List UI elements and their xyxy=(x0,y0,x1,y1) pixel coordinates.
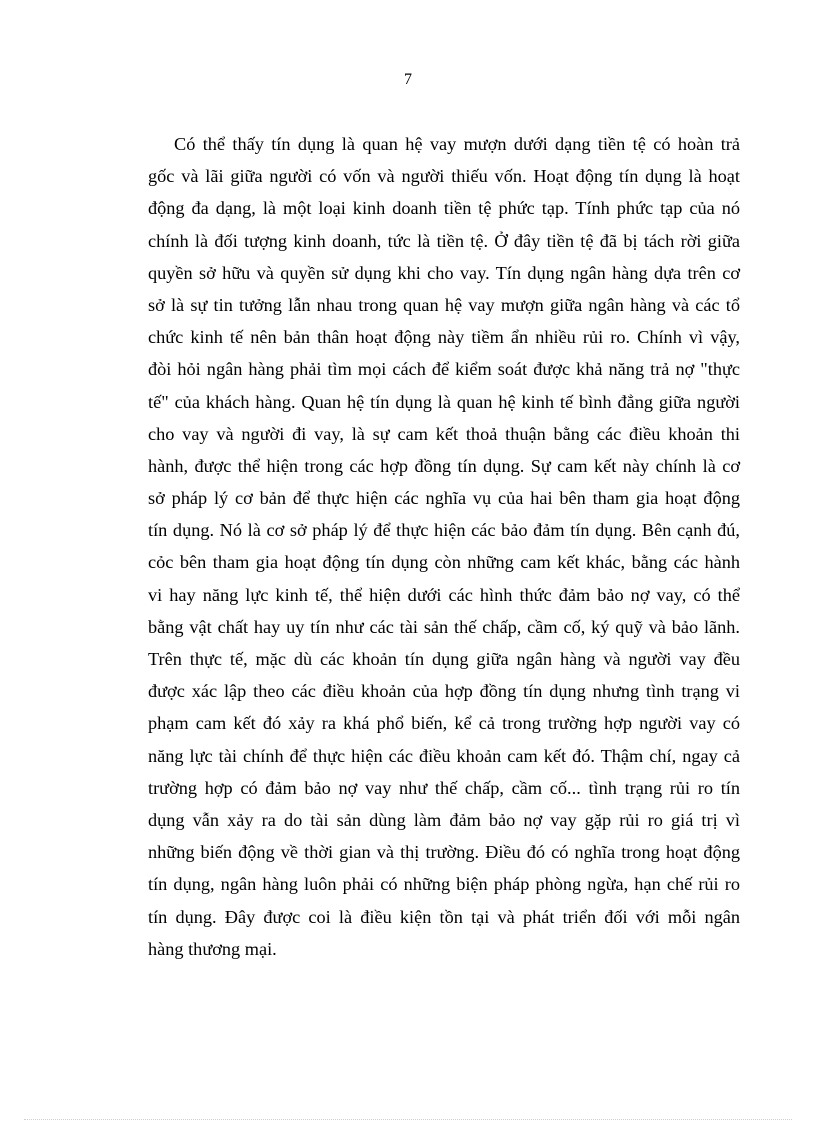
paragraph-line: gốc và lãi giữa người có vốn và người thiếu vốn. Hoạt động tín dụng là hoạt xyxy=(148,166,740,187)
paragraph-line: dụng vẫn xảy ra do tài sản dùng làm đảm bảo nợ vay gặp rủi ro giá trị vì xyxy=(148,809,740,830)
paragraph-line: vi hay năng lực kinh tế, thể hiện dưới các hình thức đảm bảo nợ vay, có thể xyxy=(148,584,740,605)
paragraph-line: chức kinh tế nên bản thân hoạt động này tiềm ẩn nhiều rủi ro. Chính vì vậy, xyxy=(148,327,740,348)
paragraph-line: Có thể thấy tín dụng là quan hệ vay mượn dưới dạng tiền tệ có hoàn trả xyxy=(174,134,740,154)
paragraph-line: cỏc bên tham gia hoạt động tín dụng còn những cam kết khác, bằng các hành xyxy=(148,552,740,573)
paragraph-line: động đa dạng, là một loại kinh doanh tiền tệ phức tạp. Tính phức tạp của nó xyxy=(148,198,740,219)
paragraph-line: hàng thương mại. xyxy=(148,938,277,959)
paragraph-line: hành, được thể hiện trong các hợp đồng tín dụng. Sự cam kết này chính là cơ xyxy=(148,455,740,476)
page-bottom-rule xyxy=(24,1119,792,1120)
paragraph-line: phạm cam kết đó xảy ra khá phổ biến, kể cả trong trường hợp người vay có xyxy=(148,713,740,734)
paragraph-line: đòi hỏi ngân hàng phải tìm mọi cách để kiểm soát được khả năng trả nợ "thực xyxy=(148,359,740,380)
paragraph-line: tín dụng. Nó là cơ sở pháp lý để thực hiện các bảo đảm tín dụng. Bên cạnh đú, xyxy=(148,520,740,541)
paragraph-line: sở pháp lý cơ bản để thực hiện các nghĩa vụ của hai bên tham gia hoạt động xyxy=(148,488,740,509)
paragraph-line: năng lực tài chính để thực hiện các điều khoản cam kết đó. Thậm chí, ngay cả xyxy=(148,745,740,766)
paragraph-line: được xác lập theo các điều khoản của hợp đồng tín dụng nhưng tình trạng vi xyxy=(148,681,740,702)
paragraph-line: tế" của khách hàng. Quan hệ tín dụng là quan hệ kinh tế bình đẳng giữa người xyxy=(148,391,740,412)
paragraph-line: bằng vật chất hay uy tín như các tài sản thế chấp, cầm cố, ký quỹ và bảo lãnh. xyxy=(148,616,740,637)
paragraph-line: những biến động về thời gian và thị trường. Điều đó có nghĩa trong hoạt động xyxy=(148,842,740,863)
paragraph-line: Trên thực tế, mặc dù các khoản tín dụng giữa ngân hàng và người vay đều xyxy=(148,649,740,669)
paragraph-line: quyền sở hữu và quyền sử dụng khi cho vay. Tín dụng ngân hàng dựa trên cơ xyxy=(148,262,740,283)
body-paragraph xyxy=(148,128,740,965)
page-number: 7 xyxy=(404,71,412,88)
paragraph-line: cho vay và người đi vay, là sự cam kết thoả thuận bằng các điều khoản thi xyxy=(148,423,740,444)
paragraph-line: tín dụng. Đây được coi là điều kiện tồn tại và phát triển đối với mỗi ngân xyxy=(148,906,740,927)
paragraph-line: tín dụng, ngân hàng luôn phải có những biện pháp phòng ngừa, hạn chế rủi ro xyxy=(148,874,740,895)
paragraph-line: sở là sự tin tưởng lẫn nhau trong quan hệ vay mượn giữa ngân hàng và các tổ xyxy=(148,294,740,315)
paragraph-line: trường hợp có đảm bảo nợ vay như thế chấp, cầm cố... tình trạng rủi ro tín xyxy=(148,777,740,798)
paragraph-line: chính là đối tượng kinh doanh, tức là tiền tệ. Ở đây tiền tệ đã bị tách rời giữa xyxy=(148,230,740,251)
